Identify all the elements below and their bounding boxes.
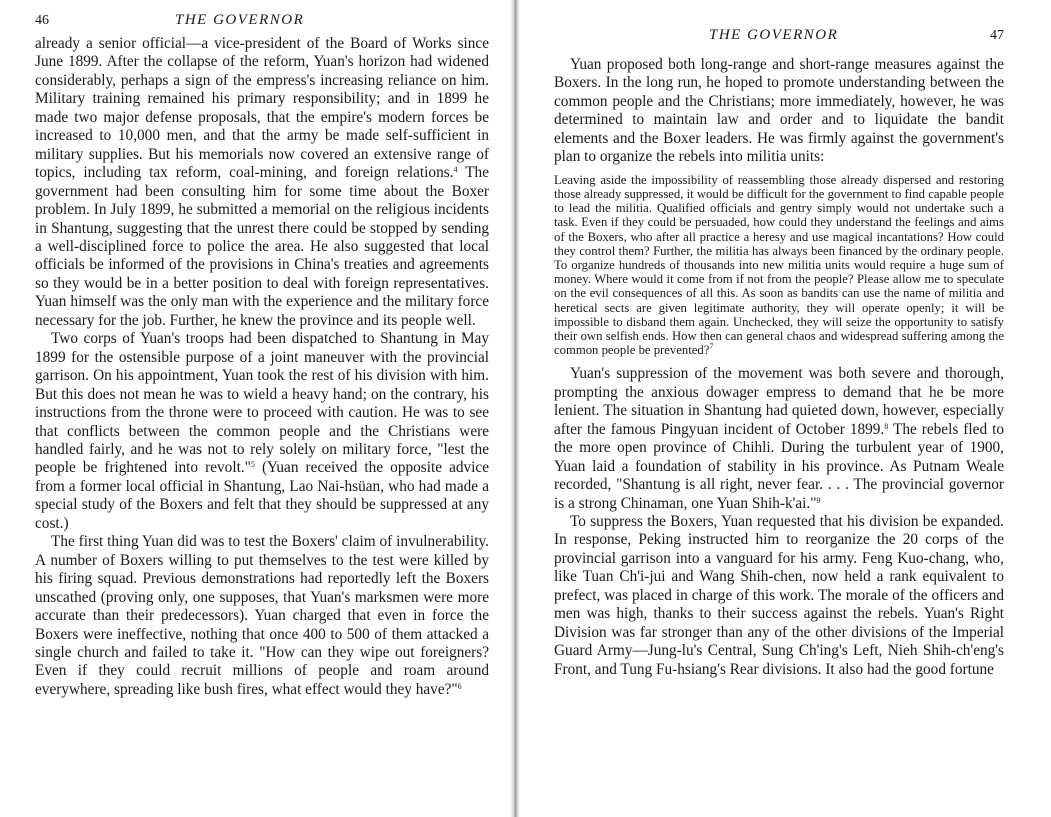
right-running-head: THE GOVERNOR	[709, 27, 839, 43]
footnote-marker: 8	[884, 421, 889, 431]
right-page	[518, 0, 1051, 817]
right-paragraph-intro: Yuan proposed both long-range and short-range measures against the Boxers. In the long run, he hoped to promote understanding between the common people and the Christians; more immediately, however, he was determined to maintain law and order and to liquidate the bandit elements and the Boxer leaders. He was firmly against the government's plan to organize the rebels into militia units:	[554, 56, 1004, 166]
left-paragraph-2: Two corps of Yuan's troops had been dispatched to Shantung in May 1899 for the ostensible purpose of a joint maneuver with the provincial garrison. On his appointment, Yuan took the rest of his division with him. But this does not mean he was to wield a heavy hand; on the contrary, his instructions from the throne were to proceed with caution. He was to see that conflicts between the common people and the Christians were handled fairly, and he was not to rely solely on military force, "lest the people be frightened into revolt."$^5$ (Yuan received the opposite advice from a former local official in Shantung, Lao Nai-hsüan, who had made a special study of the Boxers and felt that they should be suppressed at any cost.)	[35, 330, 489, 532]
left-page	[0, 0, 514, 817]
right-paragraph-2: To suppress the Boxers, Yuan requested that his division be expanded. In response, Peking instructed him to reorganize the 20 corps of the provincial garrison into a vanguard for his army. Feng Kuo-chang, who, like Tuan Ch'i-jui and Wang Shih-chen, now held a rank equivalent to prefect, was placed in charge of this work. The morale of the officers and men was high, thanks to their success against the rebels. Yuan's Right Division was far stronger than any of the other divisions of the Imperial Guard Army—Jung-lu's Central, Sung Ch'ing's Left, Nieh Shih-ch'eng's Front, and Tung Fu-hsiang's Rear divisions. It also had the good fortune	[554, 512, 1004, 678]
footnote-marker: 5	[250, 460, 255, 470]
right-paragraph-1: Yuan's suppression of the movement was both severe and thorough, prompting the anxious dowager empress to demand that he be more lenient. The situation in Shantung had quieted down, however, especially after the famous Pingyuan incident of October 1899.$^8$ The rebels fled to the more open province of Chihli. During the turbulent year of 1900, Yuan laid a foundation of stability in his province. As Putnam Weale recorded, "Shantung is all right, never fear. . . . The provincial governor is a strong Chinaman, one Yuan Shih-k'ai."$^9$	[554, 365, 1004, 512]
left-page-header	[35, 12, 489, 35]
left-page-number: 46	[35, 13, 49, 28]
footnote-marker: 6	[457, 681, 462, 691]
right-page-header	[554, 27, 1004, 50]
footnote-marker: 7	[709, 342, 714, 352]
footnote-marker: 9	[816, 495, 821, 505]
block-quote: Leaving aside the impossibility of reassembling those already dispersed and restoring those already suppressed, it would be difficult for the government to find capable people to lead the militia. Qualified officials and gentry simply would not undertake such a task. Even if they could be persuaded, how could they understand the feelings and aims of the Boxers, who after all practice a heresy and use magical incantations? How could they control them? Further, the militia has always been financed by the ordinary people. To organize hundreds of thousands into new militia units would require a huge sum of money. Where would it come from if not from the people? Please allow me to speculate on the evil consequences of all this. As soon as bandits can use the name of militia and heretical sects are given legitimate authority, they will operate openly; it will be impossible to disband them again. Unchecked, they will seize the opportunity to satisfy their own selfish ends. How then can general chaos and widespread suffering among the common people be prevented?$^7$	[554, 172, 1004, 358]
footnote-marker: 4	[453, 165, 458, 175]
left-paragraph-3: The first thing Yuan did was to test the Boxers' claim of invulnerability. A number of Boxers willing to put themselves to the test were killed by his firing squad. Previous demonstrations had reportedly left the Boxers unscathed (proving only, one supposes, that Yuan's marksmen were more accurate than their predecessors). Yuan charged that even in force the Boxers were ineffective, nothing that once 400 to 500 of them attacked a single church and failed to take it. "How can they wipe out foreigners? Even if they could recruit millions of people and roam around everywhere, spreading like bush fires, what effect would they have?"$^6$	[35, 533, 489, 698]
right-page-number: 47	[990, 28, 1004, 43]
left-running-head: THE GOVERNOR	[175, 12, 305, 28]
left-paragraph-1: already a senior official—a vice-president of the Board of Works since June 1899. After the collapse of the reform, Yuan's horizon had widened considerably, perhaps a sign of the empress's increasing reliance on him. Military training remained his primary responsibility; and in 1899 he made two major defense proposals, that the empire's modern forces be increased to 10,000 men, and that the army be made self-sufficient in military supplies. But his memorials now covered an extensive range of topics, including tax reform, coal-mining, and foreign relations.$^4$ The government had been consulting him for some time about the Boxer problem. In July 1899, he submitted a memorial on the religious incidents in Shantung, suggesting that the unrest there could be stopped by sending a well-disciplined force to police the area. He also suggested that local officials be informed of the provisions in China's treaties and agreements so they would be in a better position to deal with foreign representatives. Yuan himself was the only man with the experience and the military force necessary for the job. Further, he knew the province and its people well.	[35, 35, 489, 329]
